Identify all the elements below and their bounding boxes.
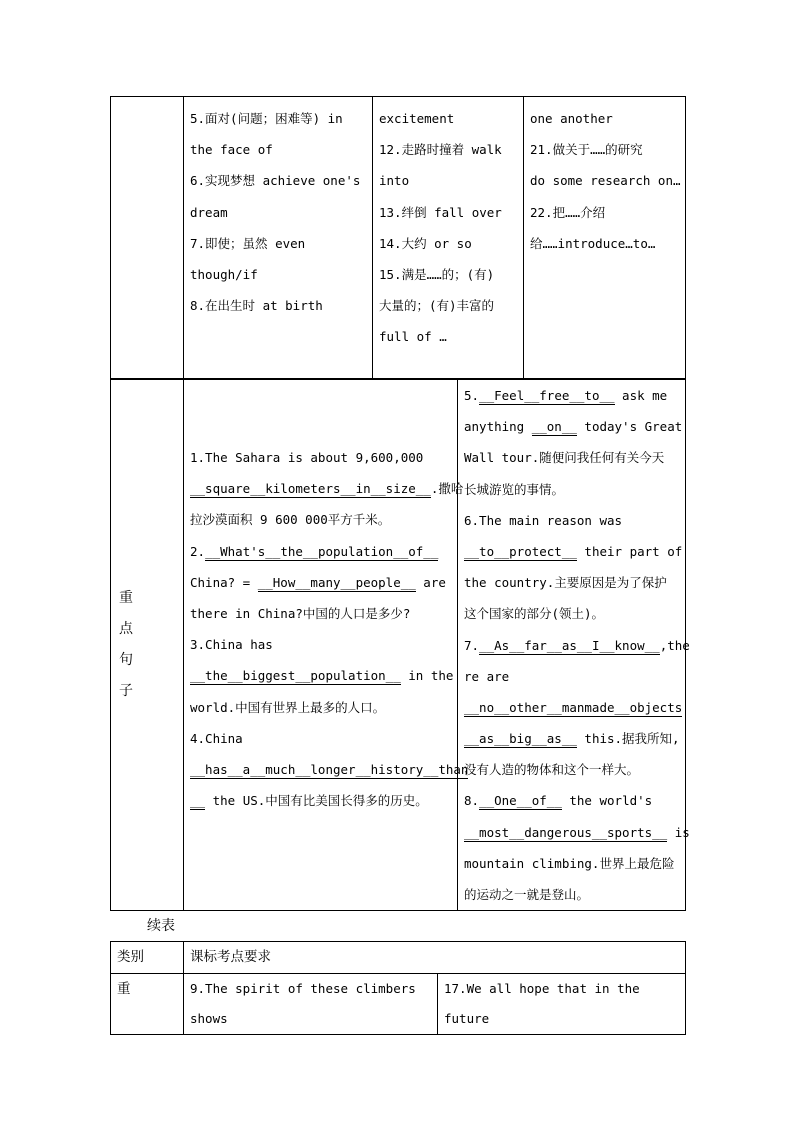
answer-blank: __ bbox=[190, 793, 206, 809]
sentence-line: Wall tour.随便问我任何有关今天 bbox=[464, 450, 665, 466]
sentence-line: __the__biggest__population__ in the bbox=[190, 668, 454, 684]
category-char: 点 bbox=[119, 621, 133, 637]
answer-blank: __What's__the__population__of__ bbox=[205, 543, 439, 559]
answer-blank: __the__biggest__population__ bbox=[190, 668, 401, 684]
vocab-category-cell bbox=[111, 97, 184, 380]
vocab-line: 6.实现梦想 achieve one's bbox=[190, 173, 361, 189]
row-left: 9.The spirit of these climbers shows bbox=[184, 974, 438, 1035]
header-requirement: 课标考点要求 bbox=[184, 942, 686, 974]
vocab-column-d bbox=[524, 97, 686, 380]
category-char: 重 bbox=[119, 590, 133, 606]
sentence-line: 2.__What's__the__population__of__ bbox=[190, 543, 439, 559]
answer-blank: __most__dangerous__sports__ bbox=[464, 824, 668, 840]
vocab-line: full of … bbox=[379, 329, 447, 345]
sentence-line: __most__dangerous__sports__ is bbox=[464, 824, 690, 840]
sentence-line: 拉沙漠面积 9 600 000平方千米。 bbox=[190, 512, 391, 528]
sentence-line: 3.China has bbox=[190, 637, 273, 653]
key-sentences-right bbox=[458, 379, 690, 911]
vocab-line: 7.即使；虽然 even bbox=[190, 235, 306, 251]
sentence-line: anything __on__ today's Great bbox=[464, 419, 683, 435]
sentence-line: 没有人造的物体和这个一样大。 bbox=[464, 762, 640, 778]
sentence-line: there in China?中国的人口是多少? bbox=[190, 605, 411, 621]
row-right: 17.We all hope that in the future bbox=[438, 974, 686, 1035]
sentence-line: 4.China bbox=[190, 730, 243, 746]
vocab-line: 14.大约 or so bbox=[379, 235, 472, 251]
sentence-line bbox=[464, 692, 683, 723]
row-category: 重 bbox=[111, 974, 184, 1035]
sentence-line: 7.__As__far__as__I__know__,the bbox=[464, 637, 690, 653]
answer-blank: __As__far__as__I__know__ bbox=[479, 637, 660, 653]
sentence-line: world.中国有世界上最多的人口。 bbox=[190, 699, 386, 715]
sentence-line: re are bbox=[464, 668, 510, 684]
answer-blank: __How__many__people__ bbox=[257, 574, 416, 590]
sentence-line bbox=[190, 754, 469, 785]
sentence-line: __to__protect__ their part of bbox=[464, 543, 683, 559]
vocab-line: 12.走路时撞着 walk bbox=[379, 142, 502, 158]
vocab-column-c bbox=[373, 97, 524, 380]
sentence-line: 的运动之一就是登山。 bbox=[464, 887, 590, 902]
sentence-line: __as__big__as__ this.据我所知, bbox=[464, 731, 680, 747]
vocab-line: 8.在出生时 at birth bbox=[190, 298, 323, 314]
vocab-line: though/if bbox=[190, 266, 258, 282]
sentence-line: __ the US.中国有比美国长得多的历史。 bbox=[190, 793, 428, 809]
vocab-line: 5.面对(问题；困难等) in bbox=[190, 111, 343, 126]
sentence-line: 8.__One__of__ the world's bbox=[464, 793, 653, 809]
continued-label: 续表 bbox=[147, 918, 175, 934]
vocab-line: dream bbox=[190, 204, 228, 220]
sentence-line: 1.The Sahara is about 9,600,000 bbox=[190, 450, 424, 465]
category-char: 子 bbox=[119, 683, 133, 699]
key-sentences-category bbox=[111, 379, 184, 911]
vocab-line: into bbox=[379, 173, 410, 189]
vocab-line: excitement bbox=[379, 111, 455, 126]
sentence-line: the country.主要原因是为了保护 bbox=[464, 575, 667, 591]
sentence-line: 6.The main reason was bbox=[464, 512, 623, 528]
vocab-line: 13.绊倒 fall over bbox=[379, 204, 502, 220]
vocab-line: 15.满是……的；(有) bbox=[379, 266, 495, 282]
answer-blank: __has__a__much__longer__history__than bbox=[190, 761, 469, 777]
vocab-line: do some research on… bbox=[530, 173, 681, 189]
sentence-line: 这个国家的部分(领土)。 bbox=[464, 606, 605, 622]
key-sentences-table bbox=[110, 378, 690, 911]
answer-blank: __as__big__as__ bbox=[464, 731, 577, 747]
header-category: 类别 bbox=[111, 942, 184, 974]
answer-blank: __Feel__free__to__ bbox=[479, 388, 615, 403]
sentence-line: 5.__Feel__free__to__ ask me bbox=[464, 388, 668, 403]
sentence-line: mountain climbing.世界上最危险 bbox=[464, 855, 675, 871]
vocab-line: one another bbox=[530, 111, 613, 126]
answer-blank: __no__other__manmade__objects bbox=[464, 699, 683, 715]
category-char: 句 bbox=[119, 652, 133, 668]
vocab-line: 给……introduce…to… bbox=[530, 235, 656, 251]
key-sentences-left bbox=[184, 379, 469, 911]
sentence-line: __square__kilometers__in__size__.撒哈 bbox=[190, 481, 464, 497]
sentence-line: China? = __How__many__people__ are bbox=[190, 574, 446, 590]
vocab-line: 21.做关于……的研究 bbox=[530, 142, 643, 158]
continued-table bbox=[110, 941, 686, 1035]
answer-blank: __square__kilometers__in__size__ bbox=[190, 481, 431, 497]
vocab-table bbox=[110, 96, 686, 380]
vocab-line: 22.把……介绍 bbox=[530, 204, 606, 220]
sentence-line: 长城游览的事情。 bbox=[464, 481, 565, 497]
answer-blank: __on__ bbox=[531, 419, 577, 435]
vocab-line: the face of bbox=[190, 142, 273, 158]
vocab-line: 大量的；(有)丰富的 bbox=[379, 298, 495, 314]
answer-blank: __One__of__ bbox=[479, 793, 562, 809]
vocab-column-b bbox=[184, 97, 373, 380]
answer-blank: __to__protect__ bbox=[464, 543, 577, 559]
